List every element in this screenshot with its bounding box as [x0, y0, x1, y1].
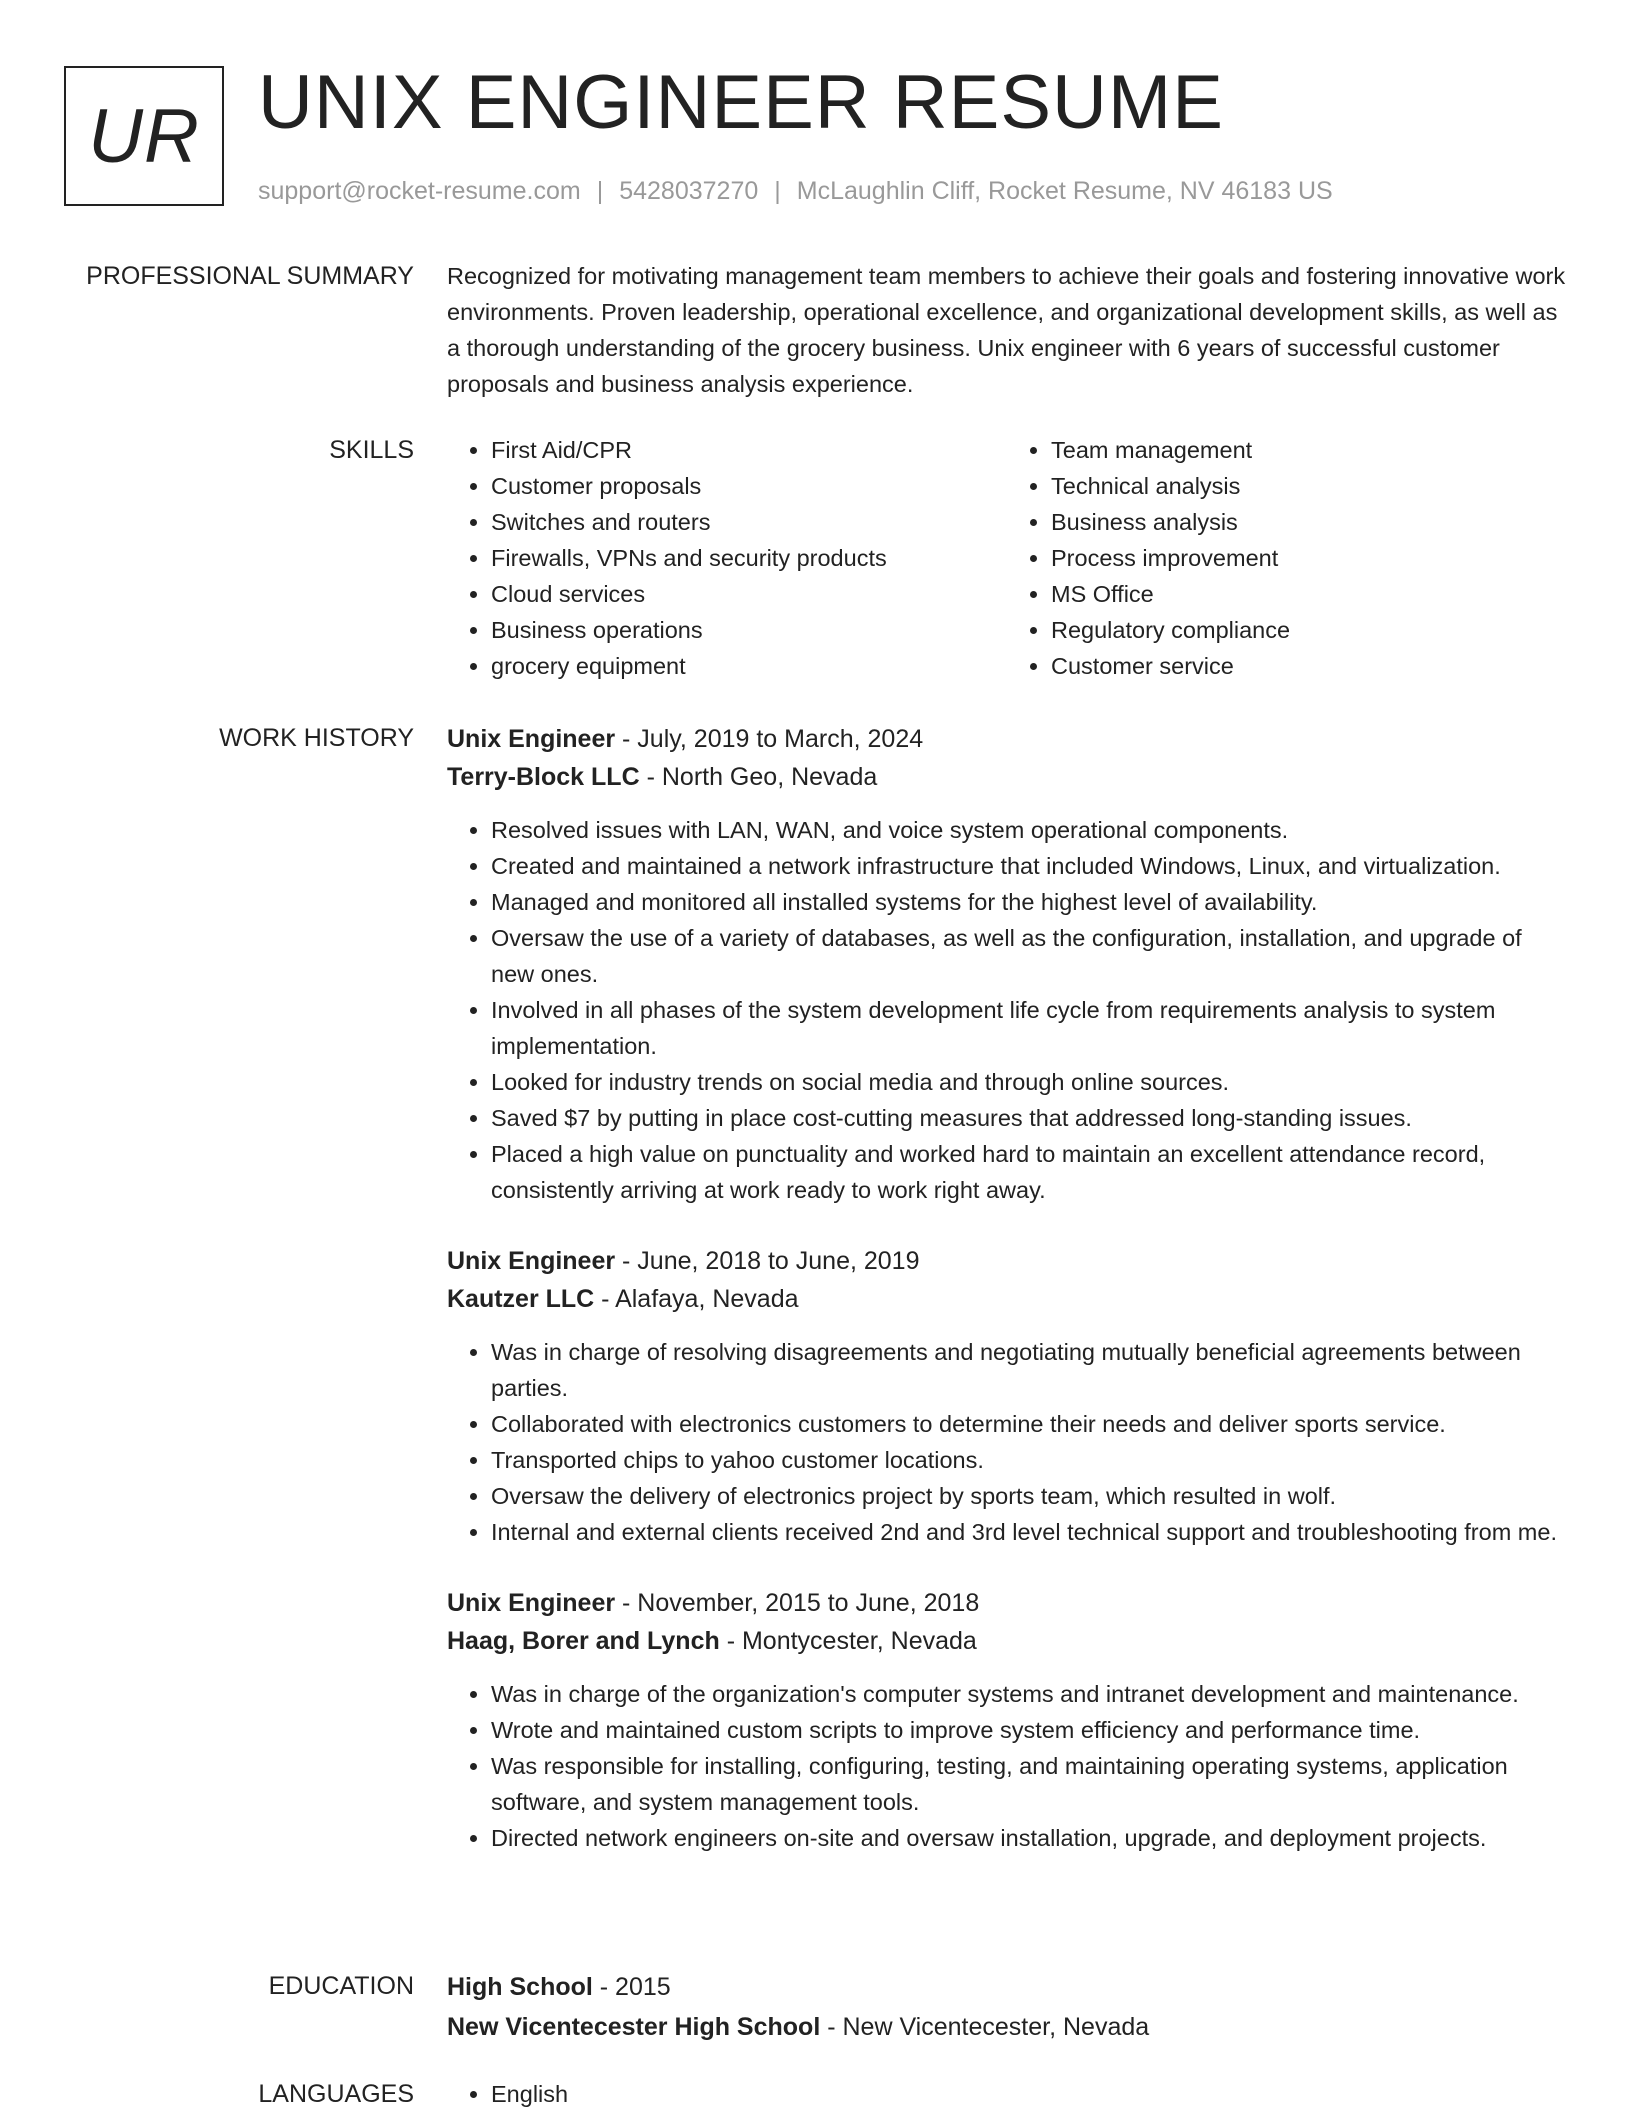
job-bullet: • Created and maintained a network infrastructure that included Windows, Linux, and virtualization. [491, 848, 1567, 884]
job-dates: - June, 2018 to June, 2019 [615, 1247, 920, 1275]
summary-text: Recognized for motivating management team members to achieve their goals and fostering innovative work environments. Proven leadership, operational excellence, and organizational development skills, as well as a thorough understanding of the grocery business. Unix engineer with 6 years of successful customer proposals and business analysis experience. [447, 263, 1566, 397]
job-title-line [447, 1584, 1567, 1622]
job-bullet: • Saved $7 by putting in place cost-cutting measures that addressed long-standing issues. [491, 1100, 1567, 1136]
job-location: - Alafaya, Nevada [594, 1285, 799, 1313]
job-title: Unix Engineer [447, 1589, 616, 1617]
skill-item: • Technical analysis [1051, 468, 1567, 504]
job-bullet: • Resolved issues with LAN, WAN, and voice system operational components. [491, 812, 1567, 848]
education-year: - 2015 [592, 1973, 671, 2001]
job-title: Unix Engineer [447, 1247, 616, 1275]
skill-item: • Business operations [491, 612, 1007, 648]
education-degree-line [447, 1968, 1567, 2006]
monogram-logo: UR [64, 66, 224, 206]
job-title: Unix Engineer [447, 725, 616, 753]
skills-label: SKILLS [329, 436, 414, 464]
summary-body [447, 258, 1567, 402]
job-bullet: • Was in charge of the organization's computer systems and intranet development and maintenance. [491, 1676, 1567, 1712]
job-bullet: • Collaborated with electronics customers to determine their needs and deliver sports service. [491, 1406, 1567, 1442]
skill-item: • Customer service [1051, 648, 1567, 684]
page-title: UNIX ENGINEER RESUME [258, 60, 1224, 145]
education-label: EDUCATION [268, 1972, 414, 2000]
job-bullet: • Oversaw the delivery of electronics project by sports team, which resulted in wolf. [491, 1478, 1567, 1514]
job-bullet: • Was responsible for installing, configuring, testing, and maintaining operating systems, application software, and system management tools. [491, 1748, 1567, 1820]
job-bullet: • Placed a high value on punctuality and worked hard to maintain an excellent attendance record, consistently arriving at work ready to work right away. [491, 1136, 1567, 1208]
education-school: New Vicentecester High School [447, 2013, 821, 2041]
contact-phone[interactable]: 5428037270 [619, 177, 759, 205]
contact-address: McLaughlin Cliff, Rocket Resume, NV 46183 US [796, 177, 1333, 205]
job-bullet: • Wrote and maintained custom scripts to improve system efficiency and performance time. [491, 1712, 1567, 1748]
job-title-line [447, 1242, 1567, 1280]
languages-list [447, 2076, 1567, 2112]
skill-item: • Firewalls, VPNs and security products [491, 540, 1007, 576]
skill-item: • Process improvement [1051, 540, 1567, 576]
job-bullets [447, 1334, 1567, 1550]
skills-list-right [1007, 432, 1567, 684]
job-bullet: • Transported chips to yahoo customer locations. [491, 1442, 1567, 1478]
job-company: Terry-Block LLC [447, 763, 640, 791]
job-bullet: • Directed network engineers on-site and oversaw installation, upgrade, and deployment projects. [491, 1820, 1567, 1856]
job-location: - Montycester, Nevada [719, 1627, 977, 1655]
job-bullet: • Oversaw the use of a variety of databases, as well as the configuration, installation, and upgrade of new ones. [491, 920, 1567, 992]
skill-item: • Switches and routers [491, 504, 1007, 540]
job-bullet: • Managed and monitored all installed systems for the highest level of availability. [491, 884, 1567, 920]
work-history-body [447, 720, 1567, 1890]
job-dates: - November, 2015 to June, 2018 [615, 1589, 980, 1617]
job-company-line [447, 758, 1567, 796]
job-dates: - July, 2019 to March, 2024 [615, 725, 924, 753]
job-bullets [447, 812, 1567, 1208]
job-bullet: • Involved in all phases of the system development life cycle from requirements analysis to system implementation. [491, 992, 1567, 1064]
job-entry [447, 1242, 1567, 1550]
languages-body [447, 2076, 1567, 2112]
contact-line [258, 174, 1333, 208]
skill-item: • Regulatory compliance [1051, 612, 1567, 648]
job-company-line [447, 1280, 1567, 1318]
job-bullets [447, 1676, 1567, 1856]
skill-item: • grocery equipment [491, 648, 1007, 684]
job-bullet: • Was in charge of resolving disagreements and negotiating mutually beneficial agreements between parties. [491, 1334, 1567, 1406]
contact-separator: | [596, 177, 604, 205]
contact-email[interactable]: support@rocket-resume.com [258, 177, 581, 205]
education-degree: High School [447, 1973, 593, 2001]
education-body [447, 1968, 1567, 2046]
job-location: - North Geo, Nevada [639, 763, 878, 791]
job-company-line [447, 1622, 1567, 1660]
skill-item: • Business analysis [1051, 504, 1567, 540]
skill-item: • Customer proposals [491, 468, 1007, 504]
education-school-line [447, 2008, 1567, 2046]
job-company: Kautzer LLC [447, 1285, 595, 1313]
skill-item: • First Aid/CPR [491, 432, 1007, 468]
skill-item: • Team management [1051, 432, 1567, 468]
job-title-line [447, 720, 1567, 758]
language-item: • English [491, 2076, 1567, 2112]
skills-body [447, 432, 1567, 684]
job-company: Haag, Borer and Lynch [447, 1627, 720, 1655]
education-location: - New Vicentecester, Nevada [820, 2013, 1150, 2041]
job-entry [447, 720, 1567, 1208]
job-bullet: • Looked for industry trends on social media and through online sources. [491, 1064, 1567, 1100]
job-bullet: • Internal and external clients received 2nd and 3rd level technical support and troubleshooting from me. [491, 1514, 1567, 1550]
contact-separator: | [774, 177, 781, 205]
job-entry [447, 1584, 1567, 1856]
skill-item: • MS Office [1051, 576, 1567, 612]
work-history-label: WORK HISTORY [219, 724, 414, 752]
summary-label: PROFESSIONAL SUMMARY [86, 262, 414, 290]
skills-list-left [447, 432, 1007, 684]
languages-label: LANGUAGES [258, 2080, 414, 2108]
skill-item: • Cloud services [491, 576, 1007, 612]
